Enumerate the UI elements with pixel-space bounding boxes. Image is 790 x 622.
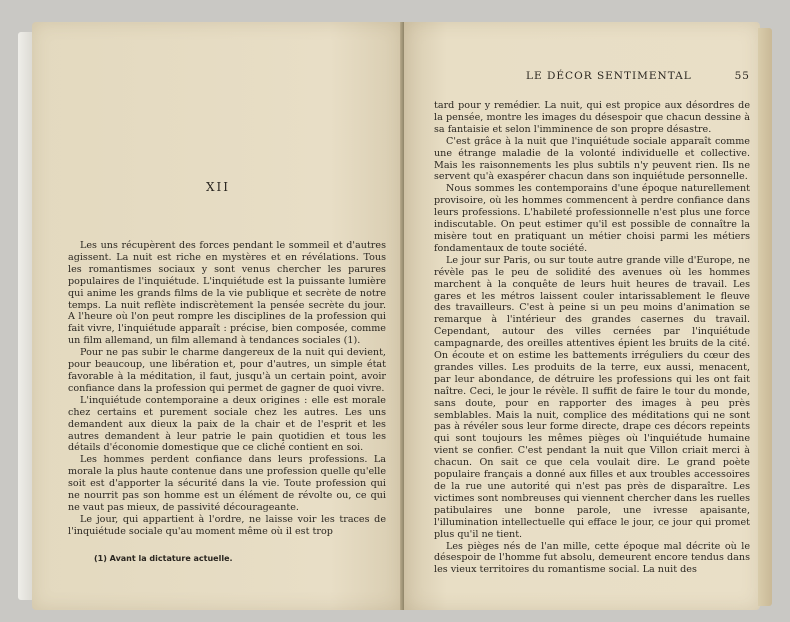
running-title: LE DÉCOR SENTIMENTAL [526,70,692,82]
paragraph: Nous sommes les contemporains d'une époque naturellement provisoire, où les hommes commencent à perdre confiance dans leurs professions. L'habileté professionnelle n'est plus une force indiscutable. On peut estimer qu'il est possible de connaître la misère tout en pratiquant un métier choisi parmi les métiers fondamentaux de toute société. [434,183,750,254]
paragraph: Les hommes perdent confiance dans leurs professions. La morale la plus haute contenue dans une profession quelle qu'elle soit est d'apporter la sécurité dans la vie. Toute profession qui ne nourrit pas son homme est un élément de révolte ou, ce qui ne vaut pas mieux, de passivité décourageante. [68,454,386,513]
paragraph: Les pièges nés de l'an mille, cette époque mal décrite où le désespoir de l'homme fut absolu, demeurent encore tendus dans les vieux territoires du romantisme social. La nuit des [434,540,750,576]
footnote: (1) Avant la dictature actuelle. [94,554,233,563]
paragraph: C'est grâce à la nuit que l'inquiétude sociale apparaît comme une étrange maladie de la volonté individuelle et collective. Mais les raisonnements les plus subtils n'y peuvent rien. Ils ne servent qu'à exaspérer chacun dans son inquiétude personnelle. [434,135,750,183]
paragraph: tard pour y remédier. La nuit, qui est propice aux désordres de la pensée, montre les images du désespoir que chacun dessine à sa fantaisie et selon l'imminence de son propre désastre. [434,100,750,135]
paragraph: Les uns récupèrent des forces pendant le sommeil et d'autres agissent. La nuit est riche en mystères et en révélations. Tous les romantismes sociaux y sont venus chercher les parures populaires de l'inquiétude. L'inquiétude est la puissante lumière qui anime les grands films de la vie publique et secrète de notre temps. La nuit reflète indiscrètement la pensée secrète du jour. A l'heure où l'on peut rompre les disciplines de la profession qui fait vivre, l'inquiétude apparaît : précise, bien composée, comme un film allemand, un film allemand à tendances sociales (1). [68,240,386,347]
paragraph: L'inquiétude contemporaine a deux origines : elle est morale chez certains et purement sociale chez les autres. Les uns demandent aux dieux la paix de la chair et de l'esprit et les autres demandent à leur patrie le pain quotidien et tous les détails d'économie domestique que ce cliché contient en soi. [68,394,386,454]
right-page [404,22,760,610]
right-page-text [434,100,750,576]
left-page-text [68,240,386,538]
left-page [32,22,404,610]
cover-edge-right [758,28,772,606]
paragraph: Le jour sur Paris, ou sur toute autre grande ville d'Europe, ne révèle pas le peu de solidité des avenues où les hommes marchent à la conquête de leurs huit heures de travail. Les gares et les métros laissent couler intarissablement le fleuve des travailleurs. C'est à peine si un peu moins d'animation se remarque à l'intérieur des grandes casernes du travail. Cependant, autour des villes cernées par l'inquiétude campagnarde, des oreilles attentives épient les bruits de la cité. On écoute et on estime les battements irréguliers du cœur des grandes villes. Les produits de la terre, eux aussi, menacent, par leur abondance, de détruire les professions qui les ont fait naître. Ceci, le jour le révèle. Il suffit de faire le tour du monde, sans doute, pour en rapporter des images à peu près semblables. Mais la nuit, complice des méditations qui ne sont pas à révéler sous leur forme directe, drape ces décors repeints qui sont toujours les mêmes pièges où l'inquiétude humaine vient se confier. C'est pendant la nuit que Villon criait merci à chacun. On sait ce que cela voulait dire. Le grand poète populaire français a donné aux filles et aux troubles accessoires de la rue une autorité qui n'est pas près de disparaître. Les victimes sont nombreuses qui viennent chercher dans les ruelles patibulaires une bonne parole, une ivresse apaisante, l'illumination intellectuelle qui efface le jour, ce jour qui promet plus qu'il ne tient. [434,254,750,540]
open-book [14,22,776,610]
page-number: 55 [734,70,750,82]
chapter-number: XII [205,180,231,194]
paragraph: Le jour, qui appartient à l'ordre, ne laisse voir les traces de l'inquiétude sociale qu'au moment même où il est trop [68,513,386,537]
paragraph: Pour ne pas subir le charme dangereux de la nuit qui devient, pour beaucoup, une libération et, pour d'autres, un simple état favorable à la méditation, il faut, jusqu'à un certain point, avoir confiance dans la profession qui permet de gagner de quoi vivre. [68,347,386,394]
